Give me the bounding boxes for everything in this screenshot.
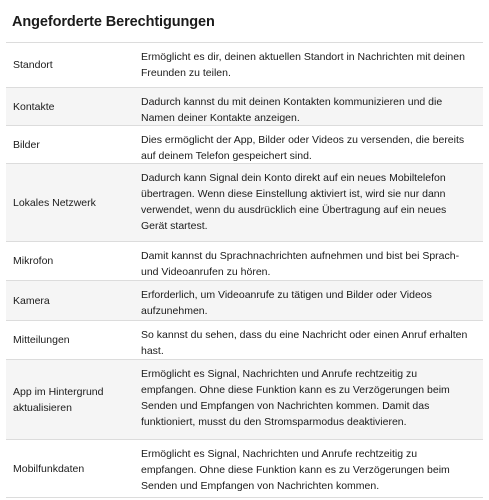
permission-description: So kannst du sehen, dass du eine Nachricht oder einen Anruf erhalten hast. [141, 329, 468, 357]
permission-name: Standort [13, 59, 53, 71]
permission-name: Mitteilungen [13, 334, 70, 346]
permission-description: Erforderlich, um Videoanrufe zu tätigen und Bilder oder Videos aufzunehmen. [141, 289, 432, 317]
permission-name: App im Hintergrund aktualisieren [13, 385, 104, 414]
permission-description: Ermöglicht es dir, deinen aktuellen Standort in Nachrichten mit deinen Freunden zu teilen. [141, 51, 465, 79]
permission-name: Bilder [13, 138, 40, 151]
table-row [6, 87, 483, 125]
permission-name: Mobilfunkdaten [13, 462, 85, 475]
permission-description: Damit kannst du Sprachnachrichten aufnehmen und bist bei Sprach- und Videoanrufen zu hören. [141, 250, 460, 278]
table-row [6, 42, 483, 87]
permission-name: Kontakte [13, 100, 55, 113]
table-row [6, 359, 483, 439]
table-row [6, 439, 483, 498]
permission-description: Dies ermöglicht der App, Bilder oder Videos zu versenden, die bereits auf deinem Telefon gespeichert sind. [141, 134, 465, 162]
permission-description: Dadurch kannst du mit deinen Kontakten kommunizieren und die Namen deiner Kontakte anzeigen. [141, 96, 443, 124]
permission-description: Dadurch kann Signal dein Konto direkt auf ein neues Mobiltelefon übertragen. Wenn diese Einstellung aktiviert ist, wird sie nur dann verwendet, wenn du ausdrücklich eine Übertragung auf ein neues Gerät startest. [141, 172, 447, 232]
permission-name: Lokales Netzwerk [13, 196, 96, 209]
permission-name: Mikrofon [13, 255, 54, 267]
permissions-table [6, 42, 483, 498]
table-row [6, 163, 483, 241]
table-row [6, 280, 483, 320]
page-title: Angeforderte Berechtigungen [12, 14, 215, 30]
permission-description: Ermöglicht es Signal, Nachrichten und Anrufe rechtzeitig zu empfangen. Ohne diese Funktion kann es zu Verzögerungen beim Senden und Empfangen von Nachrichten kommen. [141, 448, 450, 492]
permission-name: Kamera [13, 294, 50, 307]
table-row [6, 125, 483, 163]
table-row [6, 241, 483, 280]
permission-description: Ermöglicht es Signal, Nachrichten und Anrufe rechtzeitig zu empfangen. Ohne diese Funktion kann es zu Verzögerungen beim Senden und Empfangen von Nachrichten kommen. Damit das funktioniert, musst du den Stromsparmodus deaktivieren. [141, 368, 450, 428]
table-row [6, 320, 483, 359]
